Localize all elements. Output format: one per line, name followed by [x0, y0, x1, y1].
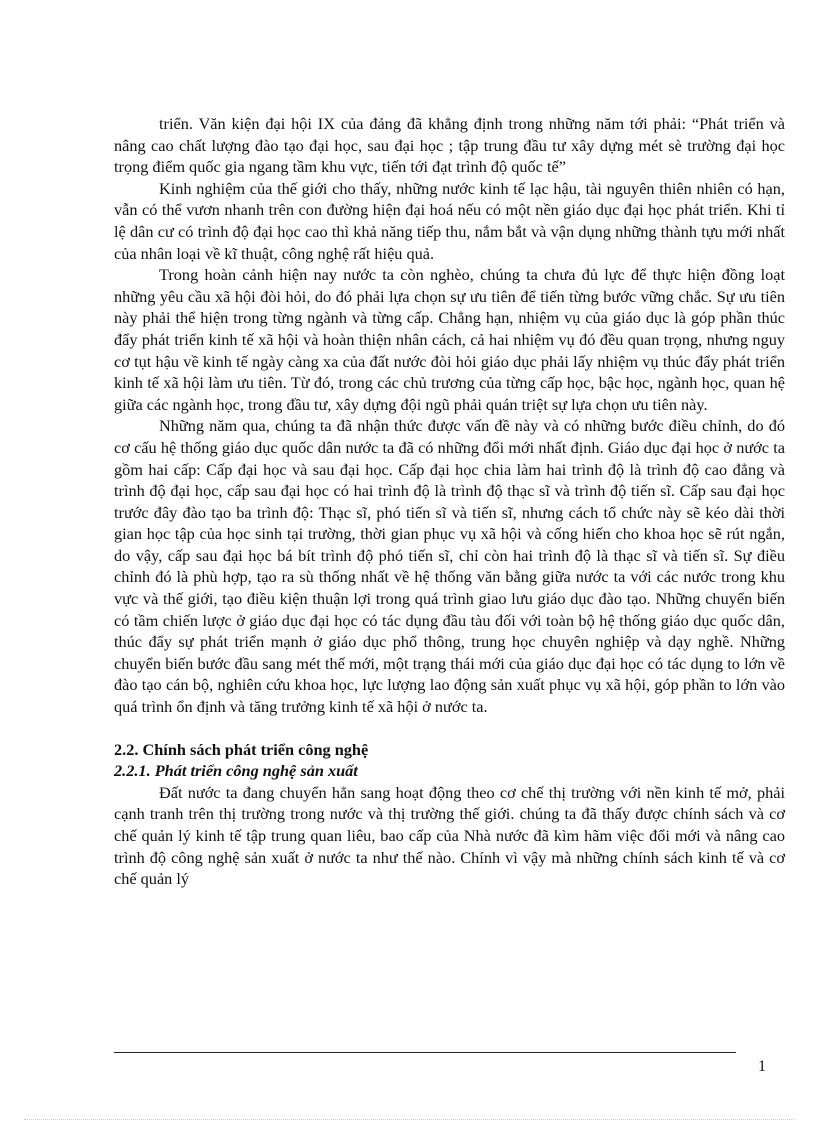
- page-body: [114, 113, 785, 890]
- paragraph-system-adjustment: Những năm qua, chúng ta đã nhận thức được vấn đề này và có những bước điều chỉnh, do đó cơ cấu hệ thống giáo dục quốc dân nước ta đã có những đổi mới nhất định. Giáo dục đại học ở nước ta gồm hai cấp: Cấp đại học và sau đại học. Cấp đại học chia làm hai trình độ là trình độ cao đẳng và trình độ đại học, cấp sau đại học có hai trình độ là trình độ thạc sĩ và trình độ tiến sĩ. Cấp sau đại học trước đây đào tạo ba trình độ: Thạc sĩ, phó tiến sĩ và tiến sĩ, nhưng cách tổ chức này sẽ kéo dài thời gian học tập của học sinh tại trường, thời gian phục vụ xã hội và cống hiến cho khoa học sẽ rút ngắn, do vậy, cấp sau đại học bá bít trình độ phó tiến sĩ, chỉ còn hai trình độ là thạc sĩ và tiến sĩ. Sự điều chỉnh đó là phù hợp, tạo ra sù thống nhất về hệ thống văn bằng giữa nước ta với các nước trong khu vực và thế giới, tạo điều kiện thuận lợi trong quá trình giao lưu giáo dục đào tạo. Những chuyển biến có tầm chiến lược ở giáo dục đại học có tác dụng đầu tàu đối với toàn bộ hệ thống giáo dục quốc dân, thúc đẩy sự phát triển mạnh ở giáo dục phổ thông, trung học chuyên nghiệp và dạy nghề. Những chuyển biến bước đầu sang mét thế mới, một trạng thái mới của giáo dục đại học có tác dụng to lớn về đào tạo cán bộ, nghiên cứu khoa học, lực lượng lao động sản xuất phục vụ xã hội, góp phần to lớn vào quá trình ổn định và tăng trưởng kinh tế xã hội ở nước ta.: [114, 416, 785, 717]
- section-heading: 2.2. Chính sách phát triển công nghệ: [114, 739, 369, 759]
- paragraph-production-technology: Đất nước ta đang chuyển hẳn sang hoạt động theo cơ chế thị trường với nền kinh tế mở, phải cạnh tranh trên thị trường trong nước và thị trường thế giới. chúng ta đã thấy được chính sách và cơ chế quản lý kinh tế tập trung quan liêu, bao cấp của Nhà nước đã kìm hãm việc đổi mới và nâng cao trình độ công nghệ sản xuất ở nước ta như thế nào. Chính vì vậy mà những chính sách kinh tế và cơ chế quản lý: [114, 782, 785, 889]
- paragraph-priority-selection: Trong hoàn cảnh hiện nay nước ta còn nghèo, chúng ta chưa đủ lực để thực hiện đồng loạt những yêu cầu xã hội đòi hỏi, do đó phải lựa chọn sự ưu tiên để tiến từng bước vững chắc. Sự ưu tiên này phải thể hiện trong từng ngành và từng cấp. Chẳng hạn, nhiệm vụ của giáo dục là góp phần thúc đẩy phát triển kinh tế xã hội và hoàn thiện nhân cách, cả hai nhiệm vụ đó đều quan trọng, nhưng nguy cơ tụt hậu về kinh tế ngày càng xa của đất nước đòi hỏi giáo dục phải lấy nhiệm vụ thúc đẩy phát triển kinh tế xã hội làm ưu tiên. Từ đó, trong các chủ trương của từng cấp học, bậc học, ngành học, quan hệ giữa các ngành học, trong đầu tư, xây dựng đội ngũ phải quán triệt sự lựa chọn ưu tiên này.: [114, 265, 785, 414]
- footer-divider: [114, 1052, 736, 1053]
- subsection-heading: 2.2.1. Phát triển công nghệ sản xuất: [114, 761, 358, 781]
- paragraph-continuation: triển. Văn kiện đại hội IX của đảng đã khẳng định trong những năm tới phải: “Phát triển và nâng cao chất lượng đào tạo đại học, sau đại học ; tập trung đầu tư xây dựng mét sè trường đại học trọng điểm quốc gia ngang tầm khu vực, tiến tới đạt trình độ quốc tế”: [114, 114, 785, 177]
- page-bottom-dotted-edge: [24, 1119, 794, 1120]
- page-number: 1: [758, 1058, 766, 1075]
- paragraph-world-experience: Kinh nghiệm của thế giới cho thấy, những nước kinh tế lạc hậu, tài nguyên thiên nhiên có hạn, vẫn có thể vươn nhanh trên con đường hiện đại hoá nếu có một nền giáo dục đại học phát triển. Khi tỉ lệ dân cư có trình độ đại học cao thì khả năng tiếp thu, nắm bắt và vận dụng những thành tựu mới nhất của nhân loại về kĩ thuật, công nghệ rất hiệu quả.: [114, 178, 785, 263]
